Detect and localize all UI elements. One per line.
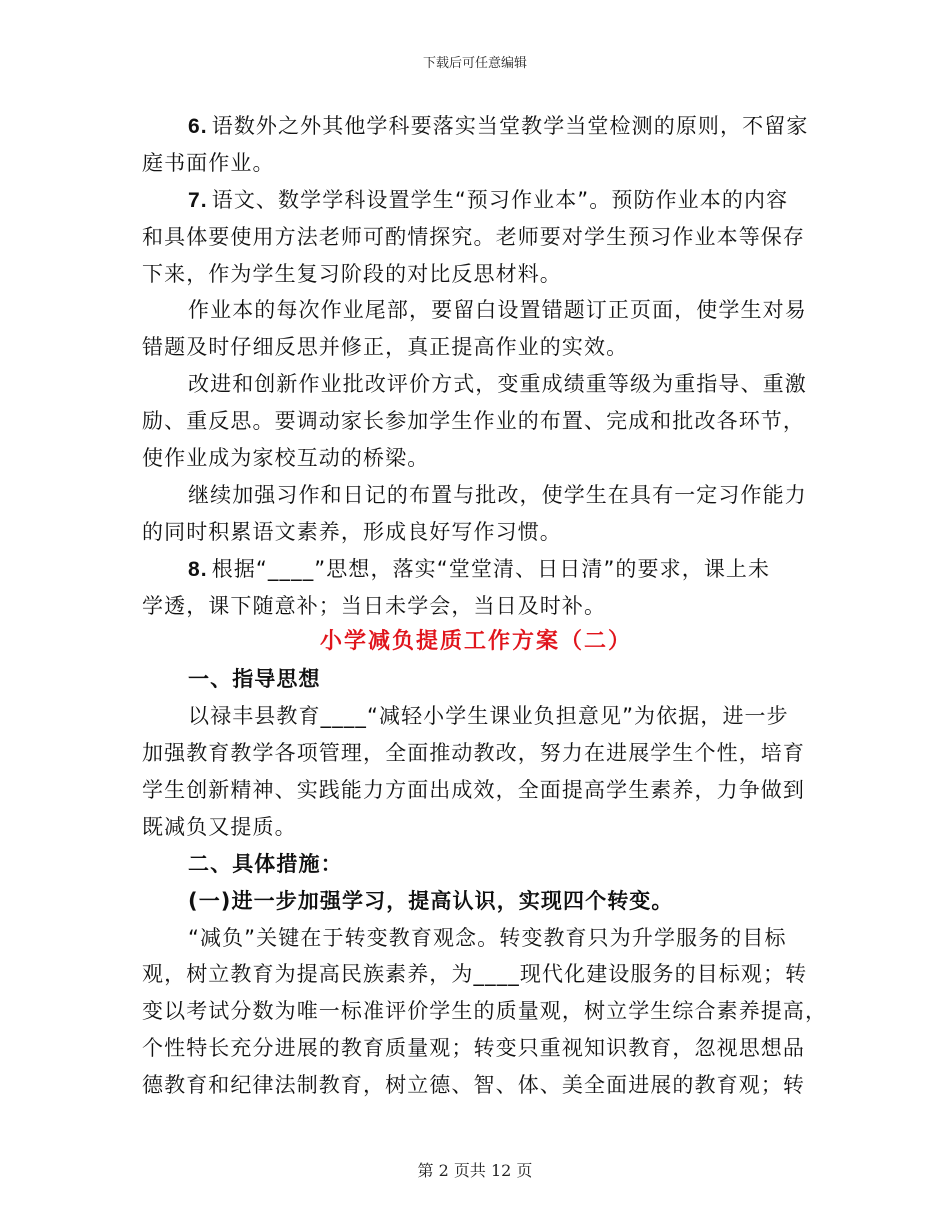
paragraph-7-line-1: 7. 语文、数学学科设置学生“预习作业本”。预防作业本的内容 xyxy=(188,187,789,212)
paragraph-reduce-burden-line-1: “减负”关键在于转变教育观念。转变教育只为升学服务的目标 xyxy=(188,925,787,950)
item-number-8: 8. xyxy=(188,557,208,581)
document-body xyxy=(142,108,828,1104)
paragraph-writing-line-1: 继续加强习作和日记的布置与批改，使学生在具有一定习作能力 xyxy=(188,482,807,507)
paragraph-error-review-line-2: 错题及时仔细反思并修正，真正提高作业的实效。 xyxy=(142,335,629,360)
page-header: 下载后可任意编辑 xyxy=(422,56,527,71)
paragraph-grading-line-3: 使作业成为家校互动的桥梁。 xyxy=(142,446,430,471)
paragraph-8-line-1: 8. 根据“____”思想，落实“堂堂清、日日清”的要求，课上未 xyxy=(188,556,771,581)
paragraph-error-review-line-1: 作业本的每次作业尾部，要留白设置错题订正页面，使学生对易 xyxy=(188,298,807,323)
paragraph-reduce-burden-line-5: 德教育和纪律法制教育，树立德、智、体、美全面进展的教育观；转 xyxy=(142,1073,805,1098)
page-footer: 第 2 页共 12 页 xyxy=(417,1161,533,1180)
heading-specific-measures: 二、具体措施： xyxy=(188,851,343,876)
subheading-four-changes: (一)进一步加强学习，提高认识，实现四个转变。 xyxy=(188,888,674,913)
paragraph-guiding-line-1: 以禄丰县教育____“减轻小学生课业负担意见”为依据，进一步 xyxy=(188,704,789,729)
item-number-6: 6. xyxy=(188,115,208,138)
section-title: 小学减负提质工作方案（二） xyxy=(319,629,632,655)
paragraph-writing-line-2: 的同时积累语文素养，形成良好写作习惯。 xyxy=(142,519,562,544)
paragraph-reduce-burden-line-4: 个性特长充分进展的教育质量观；转变只重视知识教育，忽视思想品 xyxy=(142,1036,805,1061)
paragraph-guiding-line-4: 既减负又提质。 xyxy=(142,814,297,839)
paragraph-7-line-3: 下来，作为学生复习阶段的对比反思材料。 xyxy=(142,261,562,286)
paragraph-grading-line-2: 励、重反思。要调动家长参加学生作业的布置、完成和批改各环节， xyxy=(142,409,805,434)
paragraph-8-line-2: 学透，课下随意补；当日未学会，当日及时补。 xyxy=(142,593,607,618)
paragraph-reduce-burden-line-3: 变以考试分数为唯一标准评价学生的质量观，树立学生综合素养提高， xyxy=(142,999,828,1024)
paragraph-6-line-2: 庭书面作业。 xyxy=(142,150,275,175)
heading-guiding-thought: 一、指导思想 xyxy=(188,667,321,692)
paragraph-grading-line-1: 改进和创新作业批改评价方式，变重成绩重等级为重指导、重激 xyxy=(188,372,807,397)
paragraph-guiding-line-2: 加强教育教学各项管理，全面推动教改，努力在进展学生个性，培育 xyxy=(142,741,805,766)
item-number-7: 7. xyxy=(188,188,208,212)
paragraph-reduce-burden-line-2: 观，树立教育为提高民族素养，为____现代化建设服务的目标观；转 xyxy=(142,962,808,987)
paragraph-6-line-1: 6. 语数外之外其他学科要落实当堂教学当堂检测的原则，不留家 xyxy=(188,114,809,138)
paragraph-guiding-line-3: 学生创新精神、实践能力方面出成效，全面提高学生素养，力争做到 xyxy=(142,778,805,803)
paragraph-7-line-2: 和具体要使用方法老师可酌情探究。老师要对学生预习作业本等保存 xyxy=(142,224,805,249)
